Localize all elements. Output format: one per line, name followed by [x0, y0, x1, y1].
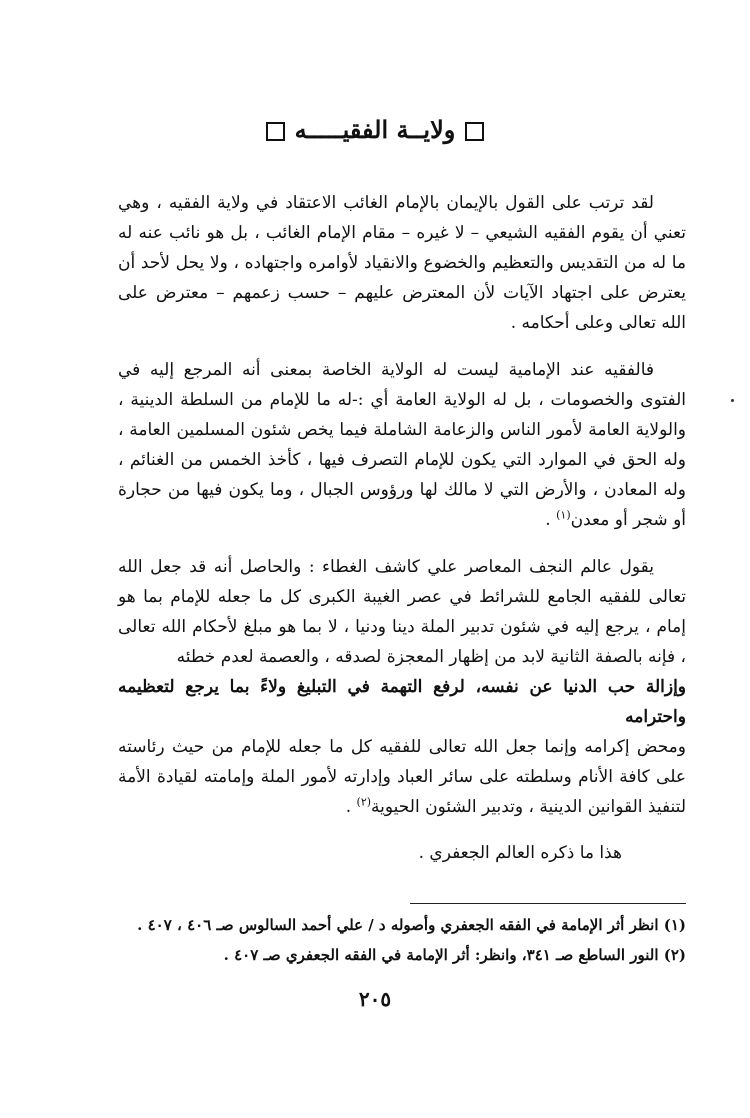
paragraph-4: هذا ما ذكره العالم الجعفري .	[418, 843, 622, 863]
paragraph-3: يقول عالم النجف المعاصر علي كاشف الغطاء : والحاصل أنه قد جعل الله تعالى للفقيه الجامع للشرائط في عصر الغيبة الكبرى كل ما جعله للإمام بما هو إمام ، يرجع إليه في شئون تدبير الملة دينا ودنيا ، لا بما هو مبلغ لأحكام الله تعالى ، فإنه بالصفة الثانية لابد من إظهار المعجزة لصدقه ، والعصمة لعدم خطئه	[118, 557, 686, 667]
square-bullet-icon	[266, 122, 285, 141]
page-number: ٢٠٥	[358, 987, 392, 1011]
footnote-ref-2[interactable]: (٢)	[356, 795, 372, 809]
footnote-2: (٢) النور الساطع صـ ٣٤١، وانظر: أثر الإمامة في الفقه الجعفري صـ ٤٠٧ .	[223, 946, 686, 964]
paragraph-3-continuation	[118, 732, 686, 822]
period: .	[345, 797, 357, 817]
square-bullet-icon	[465, 122, 484, 141]
footnote-1: (١) انظر أثر الإمامة في الفقه الجعفري وأصوله د / علي أحمد السالوس صـ ٤٠٦ ، ٤٠٧ .	[137, 916, 686, 934]
page-title	[0, 110, 750, 150]
footnote-ref-1[interactable]: (١)	[556, 508, 571, 522]
period: .	[545, 510, 557, 530]
title-text: ولايــة الفقيـــــه	[294, 115, 456, 144]
paragraph-3-bold-line: وإزالة حب الدنيا عن نفسه، لرفع التهمة في التبليغ ولاءً بما يرجع لتعظيمه واحترامه	[118, 677, 686, 727]
paragraph-2	[118, 355, 686, 535]
main-text	[118, 188, 686, 868]
paragraph-3-continuation-text: ومحض إكرامه وإنما جعل الله تعالى للفقيه كل ما جعله للإمام من حيث رئاسته على كافة الأنام وسلطته على سائر العباد وإدارته لأمور الملة وإمامته لقيادة الأمة لتنفيذ القوانين الدينية ، وتدبير الشئون الحيوية	[118, 737, 686, 817]
paragraph-1: لقد ترتب على القول بالإيمان بالإمام الغائب الاعتقاد في ولاية الفقيه ، وهي تعني أن يقوم الفقيه الشيعي – لا غيره – مقام الإمام الغائب ، بل هو نائب عنه له ما له من التقديس والتعظيم والخضوع والانقياد لأوامره واجتهاده ، ولا يحل لأحد أن يعترض على اجتهاد الآيات لأن المعترض عليهم – حسب زعمهم – معترض على الله تعالى وعلى أحكامه .	[118, 193, 686, 333]
footnote-divider	[410, 903, 686, 904]
footnotes	[118, 910, 686, 970]
scan-speck	[731, 399, 734, 402]
paragraph-2-text: فالفقيه عند الإمامية ليست له الولاية الخاصة بمعنى أنه المرجع إليه في الفتوى والخصومات ، بل له الولاية العامة أي :-له ما للإمام من السلطة الدينية ، والولاية العامة لأمور الناس والزعامة الشاملة فيما يخص شئون المسلمين العامة ، وله الحق في الموارد التي يكون للإمام التصرف فيها ، كأخذ الخمس من الغنائم ، وله المعادن ، والأرض التي لا مالك لها ورؤوس الجبال ، وما يكون فيها من حجارة أو شجر أو معدن	[118, 360, 686, 530]
